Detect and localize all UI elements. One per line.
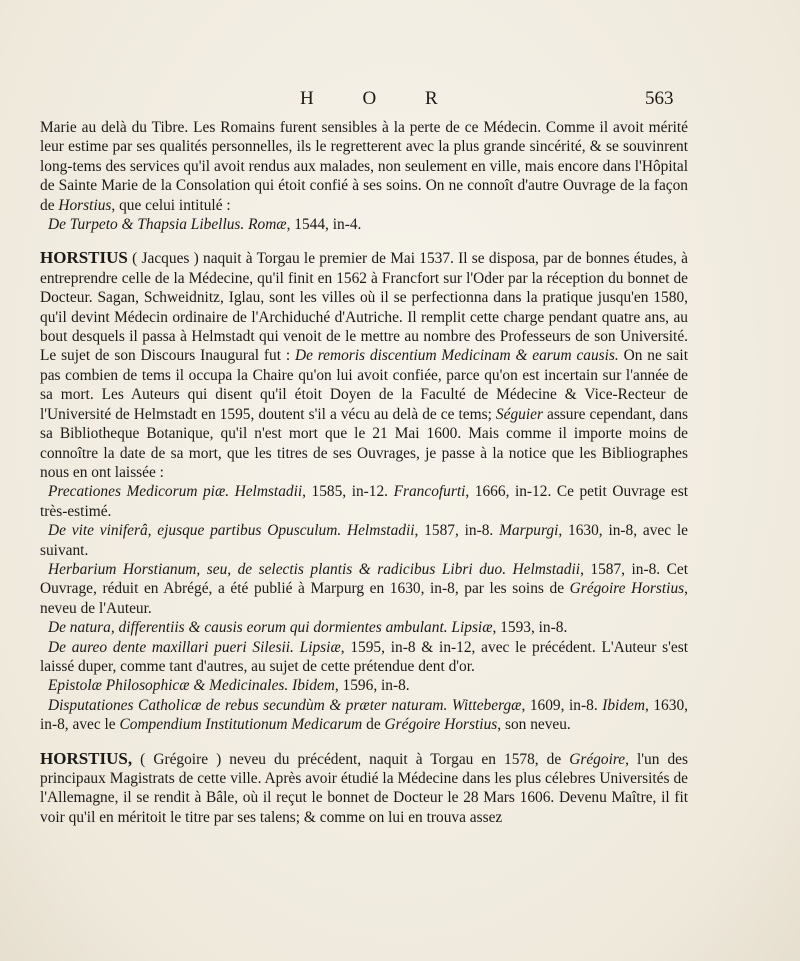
text-span: Marie au delà du Tibre. Les Romains furent sensibles à la perte de ce Médecin. Comme il avoit mérité leur estime par ses qualités personnelles, ils le regretterent avec la plus grande sincérité, & se souvinrent long-tems des services qu'il avoit rendus aux malades, non seulement en ville, mais encore dans l'Hôpital de Sainte Marie de la Consolation qui étoit confié à ses soins. On ne connoît d'autre Ouvrage de la façon de	[40, 119, 688, 214]
citation-detail: , 1666, in-12. Ce petit Ouvrage est très-estimé.	[40, 483, 688, 520]
citation-detail: , 1587, in-8. Cet Ouvrage, réduit en Abrégé, a été publié à Marpurg en 1630, in-8, par les soins de	[40, 560, 688, 598]
headword: HORSTIUS,	[40, 748, 133, 768]
citation-entry	[40, 618, 688, 637]
text-span: On ne sait pas combien de tems il occupa la Chaire qu'on lui avoit confiée, parce qu'on est incertain sur l'année de sa mort. Les Auteurs qui disent qu'il étoit Doyen de la Faculté de Médecine & Vice-Recteur de l'Université de Helmstadt en 1595, doutent s'il a vécu au delà de ce tems;	[40, 347, 688, 423]
italic-name: Grégoire Horstius	[384, 716, 498, 734]
citation-title: Precationes Medicorum piæ. Helmstadii	[48, 483, 303, 501]
citation-title: De aureo dente maxillari pueri Silesii. Lipsiæ	[48, 638, 341, 656]
citation-entry	[40, 676, 688, 695]
citation-title: De vite viniferâ, ejusque partibus Opusculum. Helmstadii	[48, 522, 415, 540]
italic-title: De remoris discentium Medicinam & earum causis.	[294, 347, 619, 365]
citation-entry	[40, 560, 688, 618]
running-title: H O R	[300, 88, 460, 109]
citation-entry	[40, 482, 688, 521]
citation-detail: de	[362, 716, 385, 734]
citation-place: Francofurti	[393, 483, 466, 501]
italic-name: Grégoire	[569, 750, 626, 768]
citation-title: Epistolæ Philosophicæ & Medicinales. Ibidem	[48, 677, 335, 695]
citation-title: De Turpeto & Thapsia Libellus. Romæ	[48, 216, 287, 234]
running-head	[0, 88, 800, 114]
paragraph-continuation	[40, 118, 688, 215]
text-span: ( Jacques ) naquit à Torgau le premier de Mai 1537. Il se disposa, par de bonnes études, à entreprendre celle de la Médecine, qu'il finit en 1562 à Francfort sur l'Oder par la réception du bonnet de Docteur. Sagan, Schweidnitz, Iglau, sont les villes où il se perfectionna dans la pratique jusqu'en 1580, qu'il devint Médecin ordinaire de l'Archiduché d'Autriche. Il remplit cette charge pendant quatre ans, au bout desquels il passa à Helmstadt qui venoit de le mettre au nombre des Professeurs de son Université. Le sujet de son Discours Inaugural fut :	[40, 250, 688, 365]
entry-horstius-jacques	[40, 248, 688, 482]
citation-place: Marpurgi	[499, 522, 559, 540]
citation-detail: , 1596, in-8.	[334, 677, 410, 695]
citation-detail: , neveu de l'Auteur.	[40, 580, 688, 617]
text-span: ( Grégoire ) neveu du précédent, naquit à Torgau en 1578, de	[132, 750, 570, 768]
citation-entry	[40, 696, 688, 735]
citation-detail: , 1585, in-12.	[302, 483, 394, 501]
citation-detail: , 1630, in-8, avec le	[40, 696, 688, 734]
text-span: assure cependant, dans sa Bibliotheque Botanique, qu'il n'est mort que le 21 Mai 1600. Mais comme il importe moins de connoître la date de sa mort, que les titres de ses Ouvrages, je passe à la notice que les Bibliographes nous en ont laissée :	[40, 405, 689, 481]
italic-name: Horstius	[58, 196, 112, 214]
citation-detail: , son neveu.	[497, 716, 571, 734]
citation-title: De natura, differentiis & causis eorum qui dormientes ambulant. Lipsiæ	[48, 619, 493, 637]
italic-name: Séguier	[495, 405, 543, 423]
citation-title: Disputationes Catholicæ de rebus secundùm & præter naturam. Wittebergæ	[48, 696, 522, 714]
citation-detail: , 1593, in-8.	[492, 619, 568, 637]
citation-detail: , 1609, in-8.	[521, 696, 603, 714]
italic-name: Grégoire Horstius	[569, 580, 685, 598]
citation-detail: , 1544, in-4.	[286, 216, 362, 234]
citation-detail: , 1630, in-8, avec le suivant.	[40, 522, 688, 559]
citation-entry	[40, 215, 688, 234]
citation-place: Ibidem	[602, 696, 645, 714]
body-text	[40, 118, 688, 827]
text-span: , l'un des principaux Magistrats de cette ville. Après avoir étudié la Médecine dans les plus célebres Universités de l'Allemagne, il se rendit à Bâle, où il reçut le bonnet de Docteur le 28 Mars 1606. Devenu Maître, il fit voir qu'il en méritoit le titre par ses talens; & comme on lui en trouva assez	[40, 750, 689, 826]
citation-entry	[40, 521, 688, 560]
headword: HORSTIUS	[40, 248, 128, 268]
citation-detail: , 1595, in-8 & in-12, avec le précédent. L'Auteur s'est laissé duper, comme tant d'autres, au sujet de cette prétendue dent d'or.	[40, 638, 688, 675]
citation-detail: , 1587, in-8.	[414, 522, 500, 540]
text-span: , que celui intitulé :	[111, 196, 231, 214]
page-number: 563	[645, 88, 674, 109]
citation-title: Compendium Institutionum Medicarum	[119, 716, 363, 734]
citation-title: Herbarium Horstianum, seu, de selectis plantis & radicibus Libri duo. Helmstadii	[48, 560, 581, 578]
citation-entry	[40, 638, 688, 677]
entry-horstius-gregoire	[40, 749, 688, 828]
